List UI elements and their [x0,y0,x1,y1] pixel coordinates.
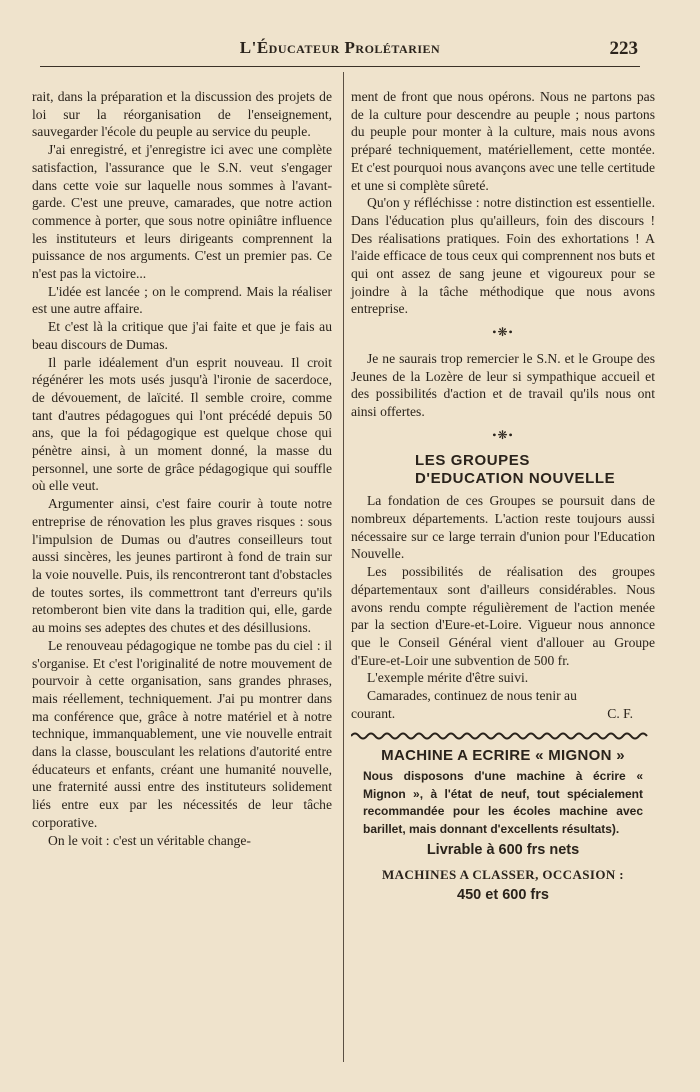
paragraph: ment de front que nous opérons. Nous ne partons pas de la culture pour descendre au peuple ; nous partons du peuple pour monter à la culture, mais nous avons préparé techniquement, matériellement, cette montée. Et c'est pourquoi nous avançons avec une telle certitude et une si complète sûreté. [351,89,655,193]
ad-subtitle: MACHINES A CLASSER, OCCASION : [381,866,625,882]
paragraph: L'idée est lancée ; on le comprend. Mais la réaliser est une autre affaire. [32,283,332,317]
ad-title: MACHINE A ECRIRE « MIGNON » [381,746,625,764]
ad-price-secondary: 450 et 600 frs [457,886,549,903]
paragraph: Et c'est là la critique que j'ai faite et que je fais au beau discours de Dumas. [32,319,332,352]
page-number: 223 [609,38,638,59]
paragraph: L'exemple mérite d'être suivi. [367,670,529,686]
paragraph: J'ai enregistré, et j'enregistre ici avec une complète satisfaction, l'assurance que le S.N. veut s'engager dans cette voie sur laquelle nous sommes à l'avant-garde. C'est une preuve, camarades, que notre action commence à porter, que sous notre opiniâtre influence les instituteurs et leurs dirigeants comprennent la puissance de nos arguments. C'est un premier pas. Ce n'est pas la victoire... [32,142,332,282]
ad-price: Livrable à 600 frs nets [426,842,580,859]
right-column [351,88,655,904]
paragraph: Les possibilités de réalisation des groupes départementaux sont d'ailleurs considérables. Nous avons rendu compte régulièrement de l'action menée par la section d'Eure-et-Loire. Vigueur nous annonce que le Conseil Général vient d'allouer au Groupe d'Eure-et-Loir une subvention de 500 fr. [351,564,655,668]
paragraph: Argumenter ainsi, c'est faire courir à toute notre entreprise de rénovation les plus graves risques : sous l'impulsion de Dumas ou d'autres conseilleurs tout aussi sincères, les jeunes partiront à fond de train sur la voie nouvelle. Puis, ils rencontreront tant d'obstacles de toutes sortes, ils commettront tant d'erreurs qu'ils retomberont bien vite dans la tradition qui, elle, garde au moins ses adeptes des chutes et des désillusions. [32,496,332,636]
paragraph: Camarades, continuez de nous tenir au [367,688,577,704]
paragraph: rait, dans la préparation et la discussion des projets de loi sur la réorganisation de l'enseignement, sauvegarder l'école du peuple au service du peuple. [32,89,332,140]
signature-line [351,705,655,723]
left-column [32,88,332,849]
paragraph: Qu'on y réfléchisse : notre distinction est essentielle. Dans l'éducation plus qu'ailleurs, foin des discours ! Des réalisations pratiques. Foin des exhortations ! A l'aide efficace de tous ceux qui comprennent nos buts et qui ont assez de sang jeune et vigoureux pour se joindre à la tâche méthodique que nous avons entreprise. [351,195,655,317]
journal-title: L'Éducateur Prolétarien [239,38,441,57]
paragraph: Je ne saurais trop remercier le S.N. et le Groupe des Jeunes de la Lozère de leur si sympathique accueil et des possibilités d'action et de travail qu'ils nous ont ainsi offertes. [351,350,655,419]
section-title-line: D'EDUCATION NOUVELLE [415,470,616,488]
column-divider [343,72,344,1062]
paragraph: Il parle idéalement d'un esprit nouveau. Il croit régénérer les mots usés jusqu'à l'ironie de sacerdoce, de dévouement, de laïcité. Il semble croire, comme tant d'autres pédagogues qui l'ont précédé depuis 50 ans, que la foi pédagogique est quelque chose qui pénètre ainsi, à un moment donné, la masse du personnel, une sorte de grâce pédagogique qui souffle où elle veut. [32,354,332,494]
page-header [40,36,640,67]
closing-word: courant. [351,705,396,721]
paragraph: Le renouveau pédagogique ne tombe pas du ciel : il s'organise. Et c'est l'originalité de notre mouvement de pourvoir à cette organisation, sans grandes phrases, mais réellement, techniquement. J'ai pu montrer dans ma conférence que, grâce à notre matériel et à notre technique, immanquablement, une vie nouvelle entrait dans la classe, bousculant les relations d'autorité entre éducateurs et enfants, créant une humanité nouvelle, une fraternité aussi entre des instituteurs solidement liés entre eux par les nécessités de leur tâche corporative. [32,637,332,830]
section-title [351,452,655,488]
ornament-separator: •❋• [492,325,514,340]
paragraph: La fondation de ces Groupes se poursuit dans de nombreux départements. L'action reste toujours aussi nécessaire sur ce large terrain d'union pour l'Education Nouvelle. [351,493,655,562]
section-title-line: LES GROUPES [415,452,530,470]
paragraph: On le voit : c'est un véritable change- [48,832,251,848]
ad-body: Nous disposons d'une machine à écrire « Mignon », à l'état de neuf, tout spécialement recommandée pour les écoles machine avec barillet, mais donnant d'excellents résultats). [363,769,643,836]
wavy-divider [351,731,651,741]
signature: C. F. [607,705,633,721]
ornament-separator: •❋• [492,427,514,442]
